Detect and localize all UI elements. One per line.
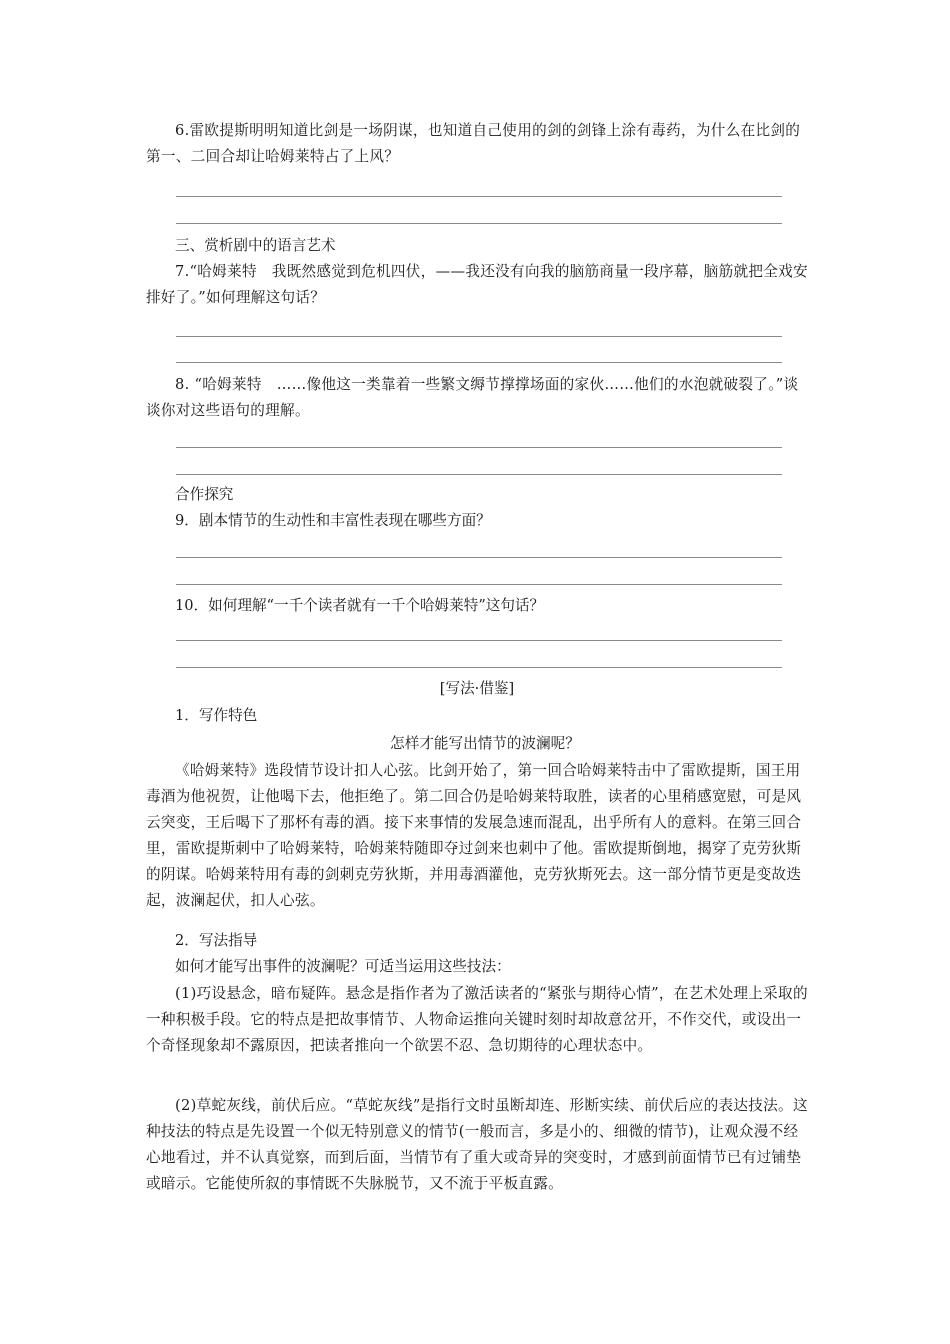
question-6: 6.雷欧提斯明明知道比剑是一场阴谋，也知道自己使用的剑的剑锋上涂有毒药，为什么在比剑的第一、二回合却让哈姆莱特占了上风？ bbox=[146, 122, 801, 165]
answer-line bbox=[176, 336, 782, 337]
cooperation-title: 合作探究 bbox=[175, 486, 234, 503]
guide-paragraph-1: (1)巧设悬念，暗布疑阵。悬念是指作者为了激活读者的“紧张与期待心情”，在艺术处理上采取的一种积极手段。它的特点是把故事情节、人物命运推向关键时刻时却故意岔开，不作交代，或设出一个奇怪现象却不露原因，把读者推向一个欲罢不忍、急切期待的心理状态中。 bbox=[146, 985, 808, 1054]
answer-line bbox=[176, 447, 782, 448]
answer-line bbox=[176, 584, 782, 585]
feature-subtitle: 怎样才能写出情节的波澜呢？ bbox=[390, 735, 580, 752]
section-3-title: 三、赏析剧中的语言艺术 bbox=[175, 237, 336, 254]
question-10: 10．如何理解“一千个读者就有一千个哈姆莱特”这句话？ bbox=[175, 597, 545, 614]
answer-line bbox=[176, 474, 782, 475]
answer-line bbox=[176, 667, 782, 668]
feature-paragraph: 《哈姆莱特》选段情节设计扣人心弦。比剑开始了，第一回合哈姆莱特击中了雷欧提斯，国王用毒酒为他祝贺，让他喝下去，他拒绝了。第二回合仍是哈姆莱特取胜，读者的心里稍感宽慰，可是风云突变，王后喝下了那杯有毒的酒。接下来事情的发展急速而混乱，出乎所有人的意料。在第三回合里，雷欧提斯刺中了哈姆莱特，哈姆莱特随即夺过剑来也刺中了他。雷欧提斯倒地，揭穿了克劳狄斯的阴谋。哈姆莱特用有毒的剑刺克劳狄斯，并用毒酒灌他，克劳狄斯死去。这一部分情节更是变故迭起，波澜起伏，扣人心弦。 bbox=[146, 762, 802, 909]
feature-title: 1．写作特色 bbox=[175, 707, 258, 724]
question-7: 7.“哈姆莱特 我既然感觉到危机四伏，——我还没有向我的脑筋商量一段序幕，脑筋就把全戏安排好了。”如何理解这句话？ bbox=[146, 263, 808, 306]
question-9: 9．剧本情节的生动性和丰富性表现在哪些方面？ bbox=[175, 512, 491, 529]
answer-line bbox=[176, 362, 782, 363]
guide-paragraph-2: (2)草蛇灰线，前伏后应。“草蛇灰线”是指行文时虽断却连、形断实续、前伏后应的表达技法。这种技法的特点是先设置一个似无特别意义的情节(一般而言，多是小的、细微的情节)，让观众漫不经心地看过，并不认真觉察，而到后面，当情节有了重大或奇异的突变时，才感到前面情节已有过铺垫或暗示。它能使所叙的事情既不失脉脱节，又不流于平板直露。 bbox=[146, 1097, 808, 1192]
guide-intro: 如何才能写出事件的波澜呢？可适当运用这些技法： bbox=[175, 958, 511, 975]
guide-title: 2．写法指导 bbox=[175, 932, 258, 949]
answer-line bbox=[176, 640, 782, 641]
answer-line bbox=[176, 223, 782, 224]
answer-line bbox=[176, 557, 782, 558]
answer-line bbox=[176, 196, 782, 197]
writing-section-header: [写法·借鉴] bbox=[439, 680, 515, 697]
question-8: 8. “哈姆莱特 ……像他这一类靠着一些繁文缛节撑撑场面的家伙……他们的水泡就破裂了。”谈谈你对这些语句的理解。 bbox=[146, 376, 799, 419]
